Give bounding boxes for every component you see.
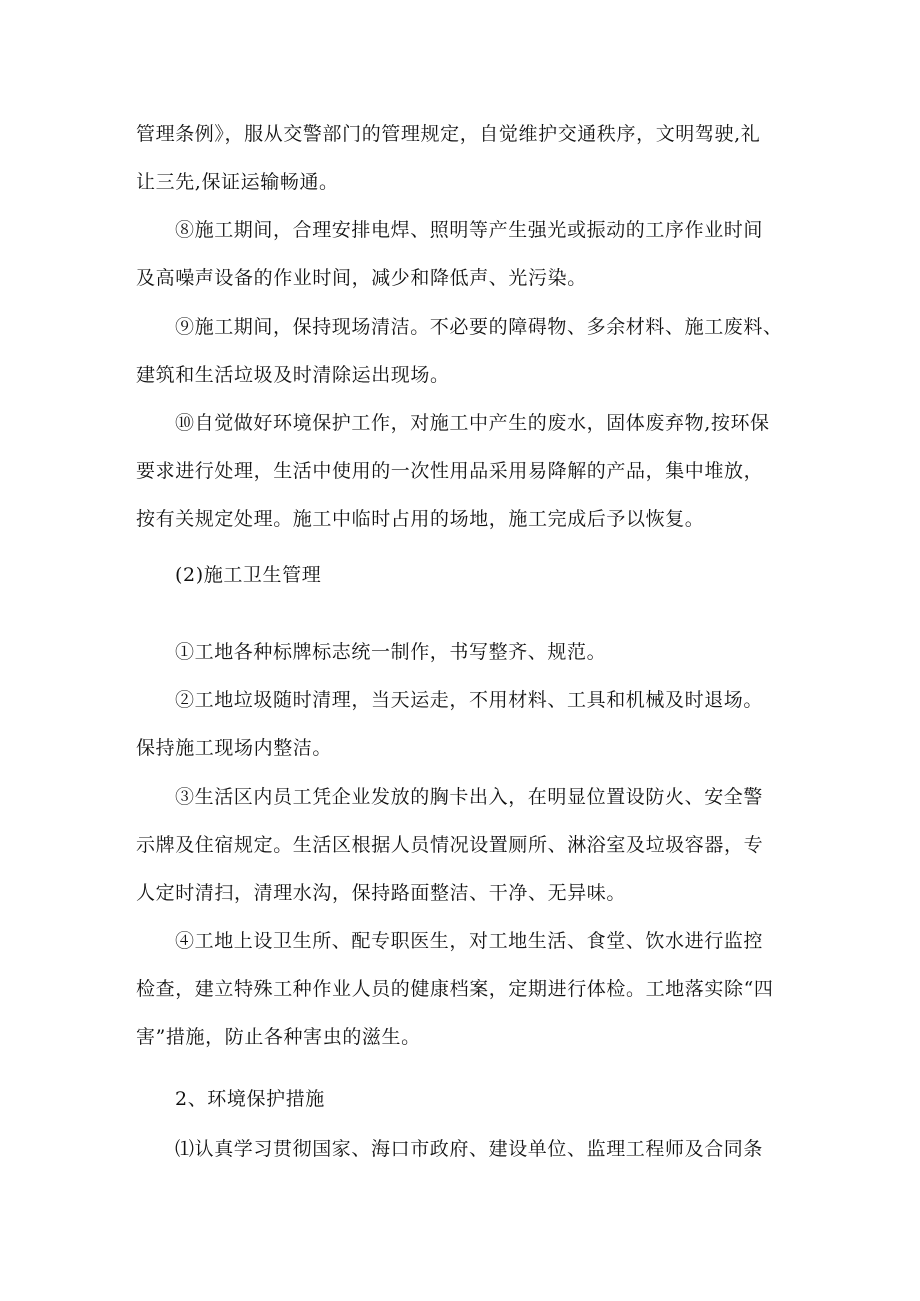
text-line-18: 检查，建立特殊工种作业人员的健康档案，定期进行体检。工地落实除“四 xyxy=(136,978,774,1000)
text-line-9: 按有关规定处理。施工中临时占用的场地，施工完成后予以恢复。 xyxy=(136,508,705,530)
text-line-19: 害”措施，防止各种害虫的滋生。 xyxy=(136,1026,421,1048)
text-line-8: 要求进行处理，生活中使用的一次性用品采用易降解的产品，集中堆放， xyxy=(136,460,764,482)
text-line-1: 管理条例》，服从交警部门的管理规定，自觉维护交通秩序，文明驾驶,礼 xyxy=(136,123,761,145)
text-line-12: ②工地垃圾随时清理，当天运走，不用材料、工具和机械及时退场。 xyxy=(175,689,764,711)
text-line-3: ⑧施工期间，合理安排电焊、照明等产生强光或振动的工序作业时间 xyxy=(175,219,764,241)
text-line-5: ⑨施工期间，保持现场清洁。不必要的障碍物、多余材料、施工废料、 xyxy=(175,316,783,338)
text-line-15: 示牌及住宿规定。生活区根据人员情况设置厕所、淋浴室及垃圾容器，专 xyxy=(136,834,764,856)
text-line-17: ④工地上设卫生所、配专职医生，对工地生活、食堂、饮水进行监控 xyxy=(175,930,764,952)
section-heading-environment: 2、环境保护措施 xyxy=(175,1088,325,1110)
text-line-13: 保持施工现场内整洁。 xyxy=(136,737,333,759)
text-line-2: 让三先,保证运输畅通。 xyxy=(136,171,339,193)
text-line-6: 建筑和生活垃圾及时清除运出现场。 xyxy=(136,364,450,386)
text-line-7: ⑩自觉做好环境保护工作，对施工中产生的废水，固体废弃物,按环保 xyxy=(175,412,770,434)
text-line-14: ③生活区内员工凭企业发放的胸卡出入，在明显位置设防火、安全警 xyxy=(175,786,764,808)
text-line-16: 人定时清扫，清理水沟，保持路面整洁、干净、无异味。 xyxy=(136,882,627,904)
text-line-21: ⑴认真学习贯彻国家、海口市政府、建设单位、监理工程师及合同条 xyxy=(175,1138,764,1160)
section-heading-sanitation: (2)施工卫生管理 xyxy=(175,564,322,586)
text-line-11: ①工地各种标牌标志统一制作，书写整齐、规范。 xyxy=(175,641,607,663)
text-line-4: 及高噪声设备的作业时间，减少和降低声、光污染。 xyxy=(136,267,587,289)
